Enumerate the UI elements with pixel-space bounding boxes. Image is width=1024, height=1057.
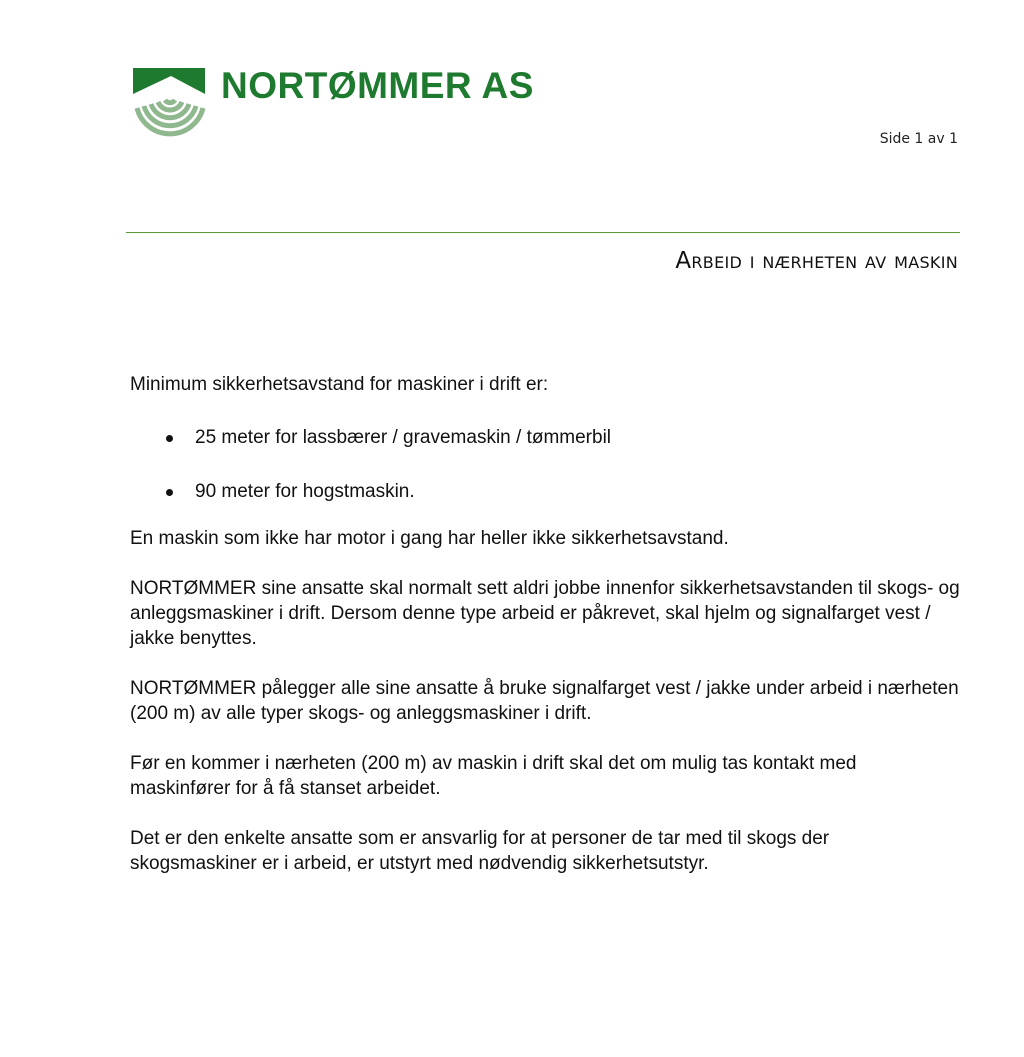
header-divider (126, 232, 960, 233)
paragraph: Før en kommer i nærheten (200 m) av maskin i drift skal det om mulig tas kontakt med maskinfører for å få stanset arbeidet. (130, 753, 857, 799)
list-item (130, 479, 960, 504)
company-name: NORTØMMER AS (221, 65, 534, 106)
bullet-icon (166, 435, 173, 442)
paragraph: NORTØMMER sine ansatte skal normalt sett aldri jobbe innenfor sikkerhetsavstanden til skogs- og anleggsmaskiner i drift. Dersom denne type arbeid er påkrevet, skal hjelm og signalfarget vest / jakke benyttes. (130, 578, 960, 649)
document-title: Arbeid i nærheten av maskin (675, 248, 958, 274)
company-logo (133, 66, 613, 146)
list-item-text: 90 meter for hogstmaskin. (195, 481, 415, 502)
distance-list (130, 425, 960, 504)
paragraph: NORTØMMER pålegger alle sine ansatte å bruke signalfarget vest / jakke under arbeid i nærheten (200 m) av alle typer skogs- og anleggsmaskiner i drift. (130, 678, 959, 724)
intro-text: Minimum sikkerhetsavstand for maskiner i drift er: (130, 374, 549, 395)
logo-mark-icon (133, 66, 209, 144)
document-body (130, 372, 960, 901)
bullet-icon (166, 489, 173, 496)
page-number: Side 1 av 1 (879, 131, 958, 147)
list-item (130, 425, 960, 450)
paragraph: En maskin som ikke har motor i gang har heller ikke sikkerhetsavstand. (130, 528, 729, 549)
list-item-text: 25 meter for lassbærer / gravemaskin / tømmerbil (195, 427, 612, 448)
paragraph: Det er den enkelte ansatte som er ansvarlig for at personer de tar med til skogs der skogsmaskiner er i arbeid, er utstyrt med nødvendig sikkerhetsutstyr. (130, 828, 830, 874)
